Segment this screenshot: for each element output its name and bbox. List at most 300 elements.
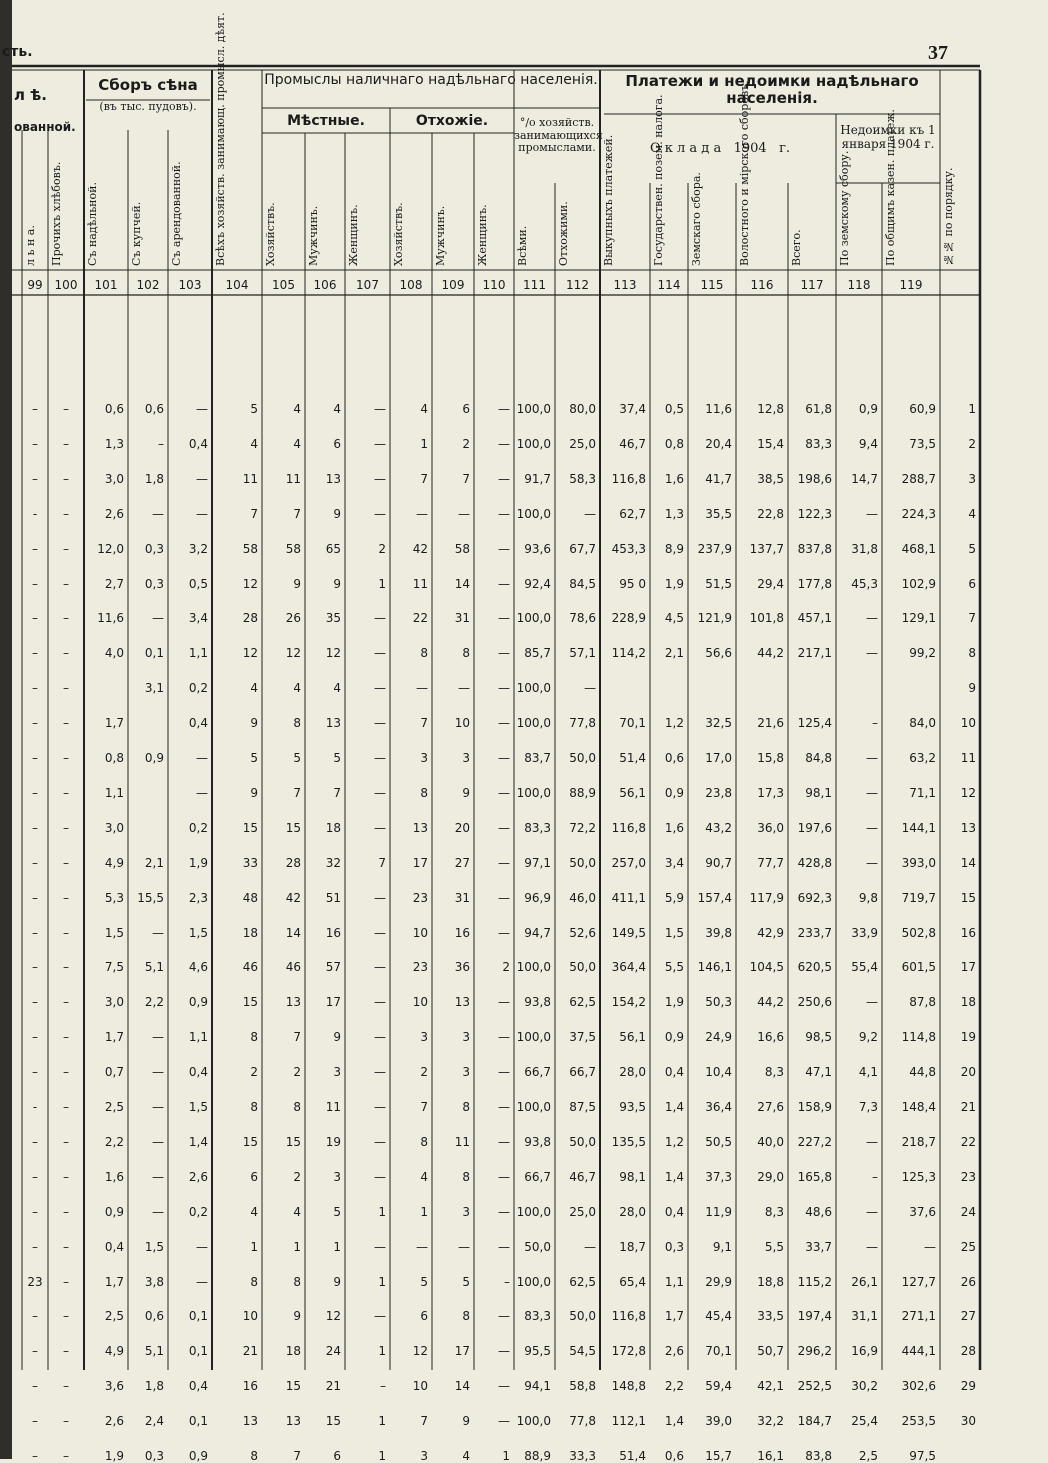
table-cell: 25,0 [569,436,596,451]
table-cell: 4 [968,506,976,521]
table-cell: 100,0 [516,716,551,731]
table-cell: 3 [462,1204,470,1219]
table-cell: 8 [420,1134,428,1149]
table-cell: – [63,1204,69,1219]
table-cell: 114,8 [901,1030,936,1045]
table-cell: 42,9 [757,925,784,940]
table-cell: 9 [250,716,258,731]
table-cell: 4 [462,1449,470,1463]
table-cell: 0,4 [188,1379,208,1394]
table-cell: 9,8 [858,890,878,905]
table-cell: 1 [333,1239,341,1254]
table-cell: – [32,855,38,870]
table-cell: — [196,751,208,765]
column-label: Мужчинъ. [434,205,447,266]
table-cell: – [63,506,69,521]
table-cell: – [32,646,38,661]
table-cell: 67,7 [569,541,596,556]
table-cell: 99,2 [909,646,936,661]
table-cell: 15 [285,1379,301,1394]
table-cell: 56,6 [705,646,732,661]
table-cell: 65 [325,541,341,556]
table-cell: 15,4 [757,436,784,451]
column-label: По земскому сбору. [838,150,851,266]
table-cell: 8 [250,1030,258,1045]
table-cell: — [374,646,386,661]
table-cell: 5 [968,541,976,556]
table-cell: 4 [420,402,428,416]
table-cell: – [32,751,38,765]
table-cell: 66,7 [569,1065,596,1080]
table-cell: 59,4 [705,1379,732,1394]
table-cell: – [63,751,69,765]
table-cell: 1 [250,1239,258,1254]
table-cell: 148,4 [901,1100,936,1114]
table-cell: – [32,1065,38,1080]
table-cell: 8,3 [764,1204,784,1219]
table-cell: — [374,611,386,626]
table-cell: 48 [242,890,258,905]
table-cell: 50,0 [569,855,596,870]
table-cell: – [63,402,69,416]
table-cell: 12 [960,785,976,800]
table-cell: 9,2 [858,1030,878,1045]
table-cell: 0,2 [188,1204,208,1219]
table-cell: 5,5 [664,960,684,975]
table-cell: 18 [242,925,258,940]
table-cell: 1,8 [144,471,164,486]
table-cell: 14 [454,576,470,591]
table-cell: 3,0 [104,471,124,486]
table-cell: 1,1 [104,785,124,800]
table-cell: 16 [454,925,470,940]
table-cell: 1 [293,1239,301,1254]
table-cell: – [63,785,69,800]
table-cell: 100,0 [516,611,551,626]
column-number: 118 [847,278,871,292]
table-cell: 46,7 [569,1169,596,1184]
table-cell: 100,0 [516,1204,551,1219]
table-cell: 16,1 [757,1449,784,1463]
column-number: 106 [313,278,337,292]
table-cell: 92,4 [524,576,551,591]
table-cell: 17 [412,855,428,870]
table-cell: 1 [378,1449,386,1463]
table-cell: 50,3 [705,995,732,1010]
table-cell: 2,6 [104,1414,124,1429]
table-cell: 7 [293,785,301,800]
table-cell: 218,7 [901,1134,936,1149]
table-cell: 7 [420,471,428,486]
table-cell: 3 [462,1030,470,1045]
table-cell: 0,5 [664,402,684,416]
table-cell: — [374,890,386,905]
table-cell: 30,2 [851,1379,878,1394]
table-cell: 1,9 [104,1449,124,1463]
table-cell: 3 [462,751,470,765]
column-label: Съ арендованной. [170,161,183,266]
table-cell: 33,9 [851,925,878,940]
table-cell: 2 [250,1065,258,1080]
table-cell: 97,5 [909,1449,936,1463]
table-cell: 4 [293,436,301,451]
table-cell: — [374,1134,386,1149]
table-cell: – [63,1274,69,1289]
table-cell: 0,9 [104,1204,124,1219]
table-cell: 0,1 [188,1309,208,1324]
table-cell: – [63,1414,69,1429]
table-cell: 26 [285,611,301,626]
table-cell: — [374,785,386,800]
table-cell: 154,2 [611,995,646,1010]
table-cell: 32,2 [757,1414,784,1429]
table-cell: 97,1 [524,855,551,870]
table-cell: 100,0 [516,402,551,416]
table-cell: 7 [250,506,258,521]
table-cell: 15 [960,890,976,905]
table-cell: 7,5 [104,960,124,975]
table-cell: 9 [333,1030,341,1045]
table-cell: 0,4 [664,1204,684,1219]
table-cell: 63,2 [909,751,936,765]
table-cell: 17 [325,995,341,1010]
table-cell: 15,8 [757,751,784,765]
table-cell: 98,1 [619,1169,646,1184]
table-cell: – [32,1379,38,1394]
table-cell: 51,4 [619,751,646,765]
table-cell: — [374,716,386,731]
table-cell: 0,6 [664,751,684,765]
table-cell: – [63,1309,69,1324]
table-cell: 51 [325,890,341,905]
table-cell: 5 [293,751,301,765]
column-label: Хозяйствъ. [264,202,277,266]
table-cell: 1,7 [104,716,124,731]
table-cell: 33,5 [757,1309,784,1324]
table-cell: 78,6 [569,611,596,626]
table-cell: – [32,576,38,591]
table-cell: 84,5 [569,576,596,591]
table-cell: 27 [454,855,470,870]
table-cell: 42,1 [757,1379,784,1394]
table-cell: 271,1 [901,1309,936,1324]
table-cell: 15 [242,820,258,835]
table-cell: – [504,1274,510,1289]
table-cell: – [32,1414,38,1429]
column-number: 114 [657,278,681,292]
table-cell: 10 [412,1379,428,1394]
table-cell: 8 [250,1449,258,1463]
table-cell: - [32,506,38,521]
table-cell: 5 [250,402,258,416]
table-cell: 121,9 [697,611,732,626]
nedoimki-header: Недоимки къ 1 января 1904 г. [840,123,936,151]
table-cell: 3,4 [664,855,684,870]
table-cell: 1,8 [144,1379,164,1394]
table-cell: — [374,1100,386,1114]
table-cell: 24,9 [705,1030,732,1045]
table-cell: 15,5 [137,890,164,905]
table-cell: — [498,646,510,661]
column-label: Всѣми. [516,225,529,266]
table-cell: 104,5 [749,960,784,975]
oklada-header: О к л а д а 1904 г. [649,141,791,156]
table-cell: 3 [420,751,428,765]
hay-group-header: Сборъ сѣна [98,76,198,94]
table-cell: 28,0 [619,1065,646,1080]
table-cell: 13 [325,471,341,486]
table-cell: — [458,506,470,521]
table-cell: 18,8 [757,1274,784,1289]
table-cell: 135,5 [611,1134,646,1149]
table-cell: 692,3 [797,890,832,905]
table-cell: 228,9 [611,611,646,626]
table-cell: 15 [285,820,301,835]
table-cell: 0,9 [858,402,878,416]
table-cell: 9 [333,576,341,591]
table-cell: 5,9 [664,890,684,905]
table-cell: — [152,1065,164,1080]
table-cell: 26 [960,1274,976,1289]
table-cell: 13 [242,1414,258,1429]
table-cell: 7 [462,471,470,486]
table-cell: – [63,995,69,1010]
table-cell: 217,1 [797,646,832,661]
table-cell: 6 [462,402,470,416]
table-cell: 0,5 [188,576,208,591]
table-cell: 8 [250,1274,258,1289]
table-cell: 58 [242,541,258,556]
table-cell: 2 [968,436,976,451]
table-cell: – [872,716,878,731]
table-cell: 26,1 [851,1274,878,1289]
table-cell: 0,9 [144,751,164,765]
table-cell: – [32,1204,38,1219]
table-cell: 4,5 [664,611,684,626]
column-number: 101 [94,278,118,292]
table-cell: 29,4 [757,576,784,591]
column-label: Съ купчей. [130,201,143,266]
table-cell: 1,5 [188,925,208,940]
table-cell: 4 [420,1169,428,1184]
table-cell: 23 [960,1169,976,1184]
table-cell: 1,4 [664,1414,684,1429]
table-cell: 32,5 [705,716,732,731]
table-cell: 116,8 [611,471,646,486]
table-cell: 85,7 [524,646,551,661]
table-cell: 98,5 [805,1030,832,1045]
table-cell: — [152,1169,164,1184]
table-cell: 2,5 [858,1449,878,1463]
table-cell: — [152,1204,164,1219]
table-cell: 58,8 [569,1379,596,1394]
table-cell: 3 [968,471,976,486]
column-label: №№ по порядку. [942,167,955,266]
table-cell: 77,8 [569,716,596,731]
table-cell: 88,9 [569,785,596,800]
table-cell: 18,7 [619,1239,646,1254]
table-cell: 44,8 [909,1065,936,1080]
table-cell: 10 [454,716,470,731]
table-cell: 17,3 [757,785,784,800]
table-cell: 2,5 [104,1100,124,1114]
table-cell: 0,1 [188,1344,208,1359]
table-cell: 4 [333,402,341,416]
table-cell: 7 [293,1030,301,1045]
table-cell: 3 [420,1449,428,1463]
table-cell: 50,7 [757,1344,784,1359]
table-cell: – [63,611,69,626]
table-cell: 165,8 [797,1169,832,1184]
table-cell: — [196,1239,208,1254]
table-cell: 197,4 [797,1309,832,1324]
table-cell: 66,7 [524,1065,551,1080]
table-cell: 100,0 [516,506,551,521]
table-cell: 3,0 [104,995,124,1010]
table-cell: — [866,506,878,521]
table-cell: 8 [968,646,976,661]
table-cell: 9 [250,785,258,800]
table-cell: 21 [960,1100,976,1114]
table-cell: 3,4 [188,611,208,626]
table-cell: 8 [462,1309,470,1324]
table-cell: 55,4 [851,960,878,975]
table-cell: — [374,960,386,975]
table-cell: 13 [412,820,428,835]
table-cell: 41,7 [705,471,732,486]
table-cell: 96,9 [524,890,551,905]
table-cell: 36,4 [705,1100,732,1114]
table-cell: — [196,471,208,486]
column-label: Хозяйствъ. [392,202,405,266]
table-cell: – [32,541,38,556]
table-cell: 13 [285,995,301,1010]
table-cell: 0,2 [188,820,208,835]
table-cell: 88,9 [524,1449,551,1463]
table-cell: 1,1 [664,1274,684,1289]
column-number: 102 [136,278,160,292]
table-cell: 11 [960,751,976,765]
table-cell: — [498,471,510,486]
table-cell: 24 [960,1204,976,1219]
table-cell: — [374,751,386,765]
table-cell: — [584,506,596,521]
table-cell: 12 [285,646,301,661]
table-cell: 2,5 [104,1309,124,1324]
table-cell: 468,1 [901,541,936,556]
table-cell: 16 [960,925,976,940]
table-cell: 20 [454,820,470,835]
column-label: Всего. [790,229,803,266]
table-cell: 84,0 [909,716,936,731]
table-cell: — [374,402,386,416]
table-cell: — [374,1065,386,1080]
table-cell: – [63,1379,69,1394]
table-cell: – [63,646,69,661]
table-cell: 28,0 [619,1204,646,1219]
table-cell: 94,7 [524,925,551,940]
table-cell: — [866,1204,878,1219]
table-cell: 0,4 [664,1065,684,1080]
table-cell: 158,9 [797,1100,832,1114]
table-cell: 100,0 [516,1100,551,1114]
table-cell: — [866,1239,878,1254]
table-cell: 4,9 [104,855,124,870]
table-cell: 197,6 [797,820,832,835]
table-cell: 1 [502,1449,510,1463]
table-cell: – [63,436,69,451]
table-cell: — [196,506,208,521]
table-cell: 18 [325,820,341,835]
table-cell: 7 [333,785,341,800]
column-label: Мужчинъ. [307,205,320,266]
table-cell: — [498,751,510,765]
table-cell: — [498,995,510,1010]
table-cell: — [374,1309,386,1324]
table-cell: 7 [420,716,428,731]
table-cell: 5 [420,1274,428,1289]
table-cell: 1 [378,1274,386,1289]
table-cell: — [498,716,510,731]
table-cell: 15 [325,1414,341,1429]
table-cell: — [374,506,386,521]
table-cell: 23,8 [705,785,732,800]
table-cell: 1,5 [188,1100,208,1114]
table-cell: 57,1 [569,646,596,661]
table-cell: 83,3 [524,1309,551,1324]
table-cell: 288,7 [901,471,936,486]
table-cell: 1,4 [664,1100,684,1114]
table-cell: 100,0 [516,681,551,696]
table-cell: 0,8 [104,751,124,765]
column-label: Прочихъ хлѣбовъ. [50,161,63,266]
table-cell: — [458,1239,470,1254]
table-cell: — [584,681,596,696]
table-cell: 3,0 [104,820,124,835]
table-cell: 144,1 [901,820,936,835]
table-cell: — [416,506,428,521]
table-cell: 11,6 [705,402,732,416]
table-cell: 50,0 [569,751,596,765]
table-cell: – [63,1065,69,1080]
table-cell: 364,4 [611,960,646,975]
table-cell: 0,3 [144,576,164,591]
table-cell: 0,4 [188,436,208,451]
table-cell: 620,5 [797,960,832,975]
table-cell: – [32,1030,38,1045]
table-cell: – [32,1309,38,1324]
table-cell: 60,9 [909,402,936,416]
table-cell: — [498,1379,510,1394]
table-cell: 28 [285,855,301,870]
hay-subheader: (въ тыс. пудовъ). [99,100,197,113]
table-cell: 148,8 [611,1379,646,1394]
table-cell: 0,3 [144,541,164,556]
table-cell: 50,0 [524,1239,551,1254]
table-cell: 17,0 [705,751,732,765]
table-cell: 23 [27,1274,43,1289]
table-cell: 8,9 [664,541,684,556]
table-cell: 62,5 [569,1274,596,1289]
table-cell: 93,6 [524,541,551,556]
table-cell: 19 [325,1134,341,1149]
table-cell: 5,3 [104,890,124,905]
column-number: 110 [482,278,506,292]
table-cell: 25,4 [851,1414,878,1429]
table-cell: 12,8 [757,402,784,416]
table-cell: 46 [285,960,301,975]
table-cell: — [152,1100,164,1114]
